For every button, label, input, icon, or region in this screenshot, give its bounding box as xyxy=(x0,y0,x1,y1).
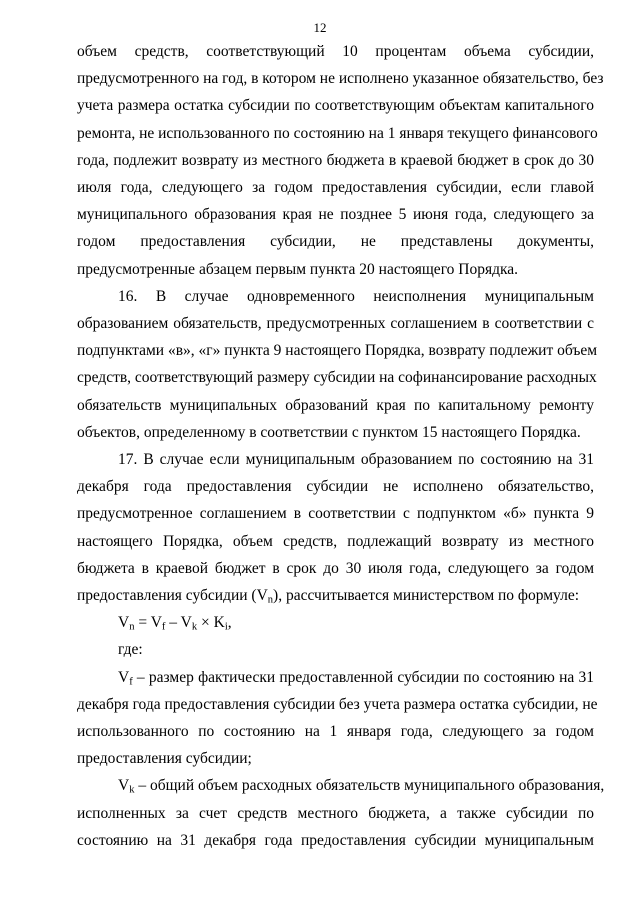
text-line: состоянию на 31 декабря года предоставления субсидии муниципальным xyxy=(77,831,594,849)
formula-symbol: V xyxy=(180,614,192,632)
text-line: образованием обязательств, предусмотренных соглашением в соответствии с xyxy=(77,315,594,333)
text-line: предусмотренные абзацем первым пункта 20 настоящего Порядка. xyxy=(77,260,519,278)
text-line: подпунктами «в», «г» пункта 9 настоящего Порядка, возврату подлежит объем xyxy=(77,342,598,360)
formula xyxy=(77,609,594,636)
text-line: года, подлежит возврату из местного бюджета в краевой бюджет в срок до 30 xyxy=(77,151,594,169)
definition-vk xyxy=(77,772,605,854)
text-line: декабря года предоставления субсидии не исполнено обязательство, xyxy=(77,478,594,496)
subscript: k xyxy=(129,785,135,797)
formula-punctuation: , xyxy=(227,614,232,632)
text-fragment: предоставления субсидии (V xyxy=(77,587,268,605)
formula-operator: × xyxy=(197,614,214,632)
formula-symbol: V xyxy=(118,777,130,795)
paragraph-17 xyxy=(77,446,594,609)
subscript: f xyxy=(161,621,166,633)
text-line: учета размера остатка субсидии по соответствующим объектам капитального xyxy=(77,97,594,115)
text-line xyxy=(77,582,594,609)
text-line: использованного по состоянию на 1 января года, следующего за годом xyxy=(77,723,594,741)
text-fragment: ), рассчитывается министерством по формуле: xyxy=(273,587,580,605)
text-line: годом предоставления субсидии, не представлены документы, xyxy=(77,233,594,251)
text-line: 17. В случае если муниципальным образованием по состоянию на 31 xyxy=(118,451,594,469)
text-line: исполненных за счет средств местного бюджета, а также субсидии по xyxy=(77,804,594,822)
text-line: муниципального образования края не позднее 5 июня года, следующего за xyxy=(77,206,594,224)
text-line: обязательств муниципальных образований края по капитальному ремонту xyxy=(77,396,594,414)
page-number: 12 xyxy=(313,20,327,35)
text-line: предусмотренного на год, в котором не исполнено указанное обязательство, без xyxy=(77,70,604,88)
text-line: бюджета в краевой бюджет в срок до 30 июля года, следующего за годом xyxy=(77,559,594,577)
text-line: 16. В случае одновременного неисполнения муниципальным xyxy=(118,287,594,305)
subscript: n xyxy=(267,594,274,606)
formula-symbol: K xyxy=(213,614,225,632)
text-line: где: xyxy=(118,641,143,659)
subscript: f xyxy=(129,676,133,688)
text-line: настоящего Порядка, объем средств, подлежащий возврату из местного xyxy=(77,532,594,550)
text-line: средств, соответствующий размеру субсидии на софинансирование расходных xyxy=(77,369,597,387)
definition-vf xyxy=(77,664,598,773)
subscript: i xyxy=(224,621,228,633)
text-fragment: – размер фактически предоставленной субсидии по состоянию на 31 xyxy=(132,668,594,686)
formula-symbol: V xyxy=(150,614,162,632)
document-body xyxy=(77,38,605,854)
subscript: k xyxy=(191,621,198,633)
where-label xyxy=(77,636,594,663)
text-line xyxy=(77,772,605,799)
text-line xyxy=(77,664,594,691)
formula-operator: = xyxy=(134,614,151,632)
text-line: объектов, определенному в соответствии с пунктом 15 настоящего Порядка. xyxy=(77,423,581,441)
text-fragment: – общий объем расходных обязательств муниципального образования, xyxy=(134,777,605,795)
formula-symbol: V xyxy=(118,668,130,686)
subscript: n xyxy=(129,621,135,633)
text-line: ремонта, не использованного по состоянию на 1 января текущего финансового xyxy=(77,124,598,142)
paragraph-15-continuation xyxy=(77,38,604,283)
text-line: декабря года предоставления субсидии без учета размера остатка субсидии, не xyxy=(77,695,598,713)
text-line: объем средств, соответствующий 10 процентам объема субсидии, xyxy=(77,43,594,60)
text-line: июля года, следующего за годом предоставления субсидии, если главой xyxy=(77,179,594,197)
text-line: предусмотренное соглашением в соответствии с подпунктом «б» пункта 9 xyxy=(77,505,594,523)
text-line: предоставления субсидии; xyxy=(77,750,252,768)
formula-symbol: V xyxy=(118,614,130,632)
formula-operator: – xyxy=(165,614,181,632)
paragraph-16 xyxy=(77,283,598,446)
formula-line xyxy=(77,609,594,636)
